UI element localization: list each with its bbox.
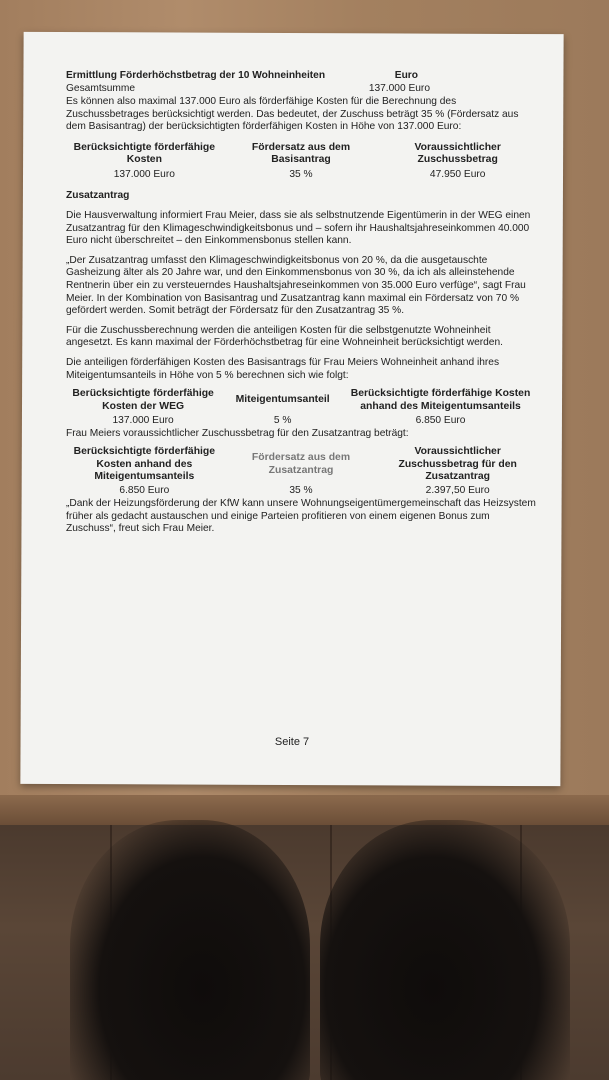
paragraph-1: Es können also maximal 137.000 Euro als förderfähige Kosten für die Berechnung des Zuschussbetrages berücksichtigt werden. Das bedeutet, der Zuschuss beträgt 35 % (Fördersatz aus dem Basisantrag) der berücksichtigten förderfähigen Kosten in Höhe von 137.000 Euro:	[66, 96, 519, 133]
paragraph-3: „Der Zusatzantrag umfasst den Klimageschwindigkeitsbonus von 20 %, da die ausgetauschte Gasheizung älter als 20 Jahre war, und den Einkommensbonus von 30 %, da ich als alleinstehende Rentnerin über ein zu versteuerndes Haushaltsjahreseinkommen von 35.000 Euro verfüge“, sagt Frau Meier. In der Kombination von Basisantrag und Zusatzantrag kann maximal ein Fördersatz von 70 % gefördert werden. Somit beträgt der Fördersatz für den Zusatzantrag 35 %.	[66, 254, 526, 317]
section-title: Zusatzantrag	[66, 190, 130, 202]
table-3	[66, 446, 536, 498]
table-2-value-3: 6.850 Euro	[415, 414, 466, 426]
total-label: Gesamtsumme	[66, 82, 136, 94]
table-1-value-2: 35 %	[289, 168, 313, 180]
table-1-value-1: 137.000 Euro	[113, 168, 175, 180]
photographer-shadow-right	[320, 820, 570, 1080]
table-3-value-2: 35 %	[289, 485, 313, 497]
paragraph-6: Frau Meiers voraussichtlicher Zuschussbetrag für den Zusatzantrag beträgt:	[66, 427, 409, 439]
table-1-header-1: Berücksichtigte förderfähige Kosten	[73, 141, 216, 166]
table-1-value-3: 47.950 Euro	[429, 168, 486, 180]
header-unit: Euro	[394, 70, 418, 81]
document-content	[66, 70, 536, 536]
table-1	[66, 142, 536, 181]
header-title: Ermittlung Förderhöchstbetrag der 10 Wohneinheiten	[66, 70, 326, 81]
table-3-value-3: 2.397,50 Euro	[425, 485, 490, 497]
total-row	[66, 83, 536, 96]
table-2-header-2: Miteigentumsanteil	[235, 394, 330, 406]
table-1-header-3: Voraussichtlicher Zuschussbetrag	[414, 141, 501, 166]
page-number: Seite 7	[274, 736, 310, 748]
photographer-shadow-left	[70, 820, 310, 1080]
total-value: 137.000 Euro	[368, 82, 430, 94]
paragraph-4: Für die Zuschussberechnung werden die anteiligen Kosten für die selbstgenutzte Wohneinheit angesetzt. Es kann maximal der Förderhöchstbetrag für eine Wohneinheit berücksichtigt werden.	[66, 324, 503, 349]
table-2	[66, 388, 536, 427]
header-row	[66, 70, 536, 83]
table-3-header-2: Fördersatz aus dem Zusatzantrag	[251, 452, 351, 476]
paragraph-5: Die anteiligen förderfähigen Kosten des Basisantrags für Frau Meiers Wohneinheit anhand ihres Miteigentumsanteils in Höhe von 5 % berechnen sich wie folgt:	[66, 356, 500, 381]
table-2-header-3: Berücksichtigte förderfähige Kosten anhand des Miteigentumsanteils	[350, 388, 531, 412]
paragraph-2: Die Hausverwaltung informiert Frau Meier, dass sie als selbstnutzende Eigentümerin in der WEG einen Zusatzantrag für den Klimageschwindigkeitsbonus und – sofern ihr Haushaltsjahreseinkommen 40.000 Euro nicht überschreitet – den Einkommensbonus stellen kann.	[66, 209, 531, 247]
table-3-value-1: 6.850 Euro	[119, 485, 170, 497]
table-2-value-1: 137.000 Euro	[112, 414, 174, 426]
paragraph-7: „Dank der Heizungsförderung der KfW kann unsere Wohnungseigentümergemeinschaft das Heizsystem früher als gedacht austauschen und einige Parteien profitieren von einem eigenen Bonus zum Zuschuss“, freut sich Frau Meier.	[66, 497, 536, 535]
table-3-header-3: Voraussichtlicher Zuschussbetrag für den Zusatzantrag	[398, 446, 517, 482]
table-2-value-2: 5 %	[273, 414, 292, 426]
table-3-header-1: Berücksichtigte förderfähige Kosten anhand des Miteigentumsanteils	[73, 446, 216, 482]
table-2-header-1: Berücksichtigte förderfähige Kosten der WEG	[72, 388, 214, 412]
table-1-header-2: Fördersatz aus dem Basisantrag	[251, 141, 351, 166]
table-edge	[0, 795, 609, 825]
